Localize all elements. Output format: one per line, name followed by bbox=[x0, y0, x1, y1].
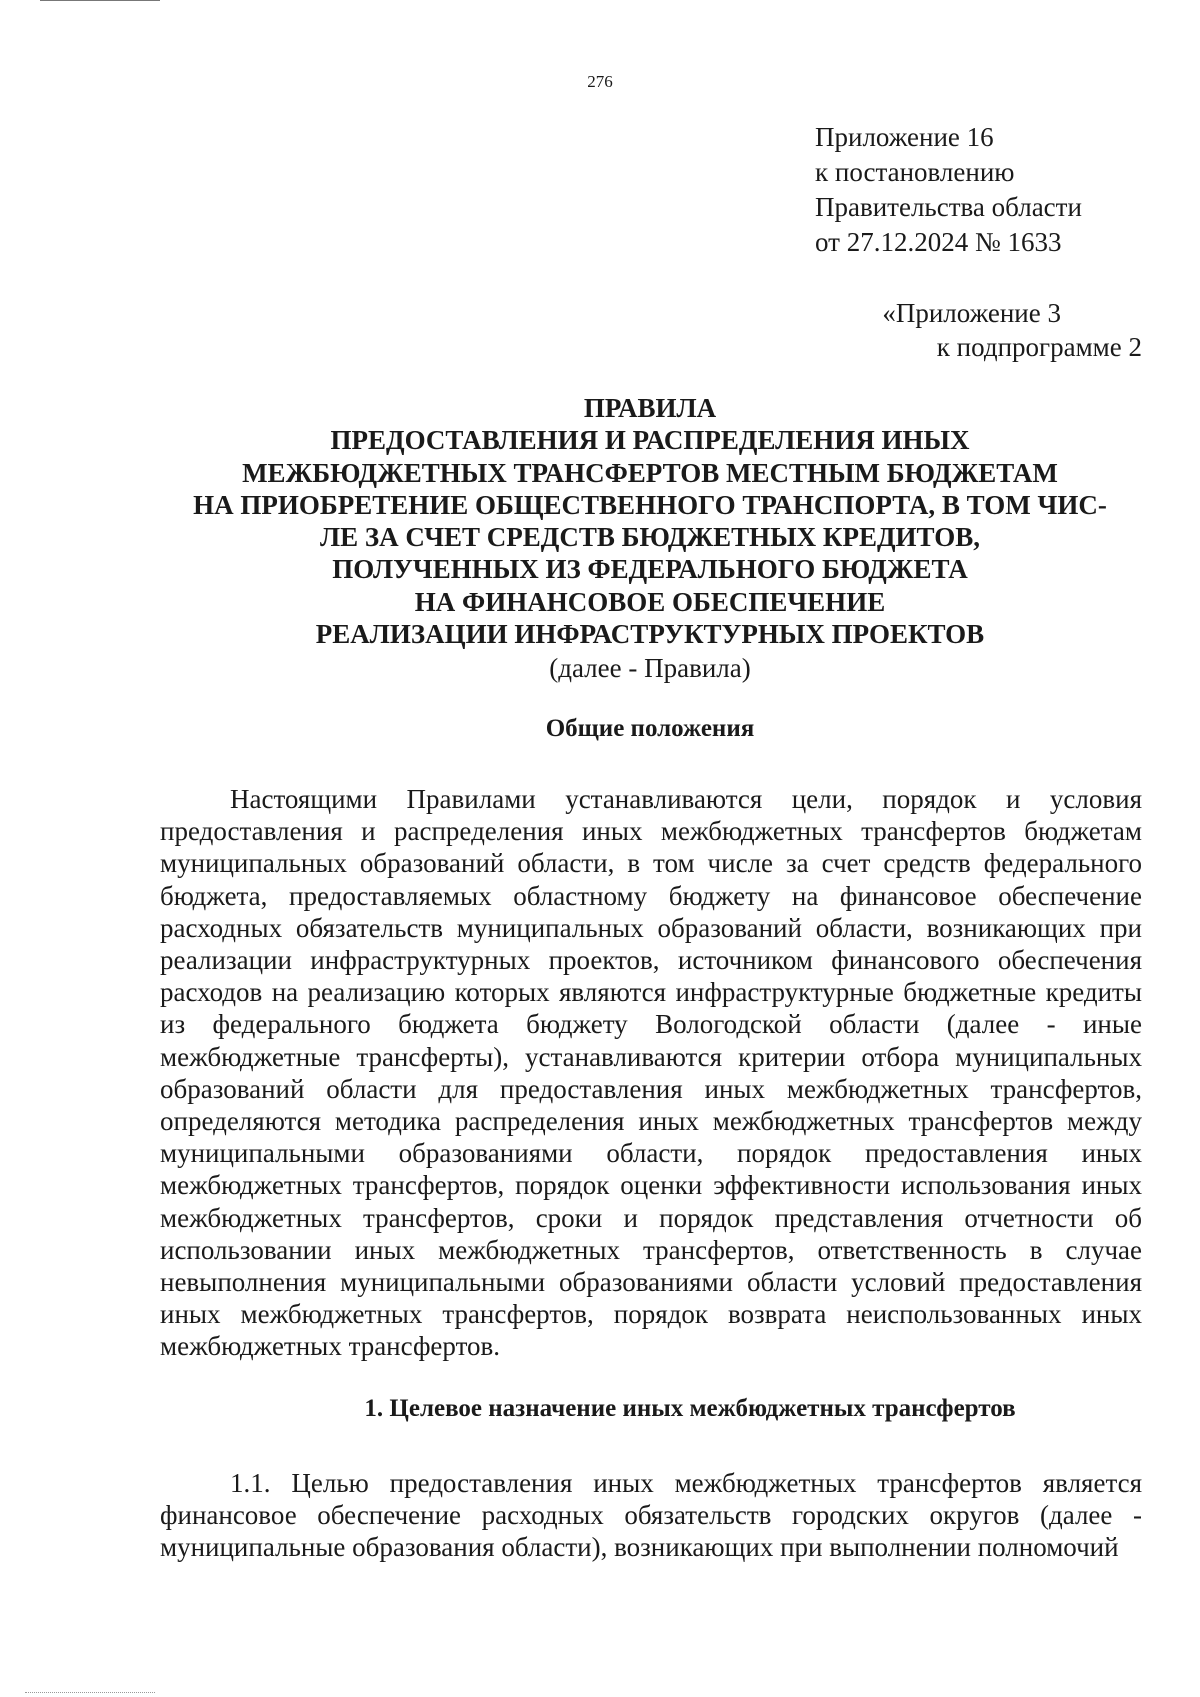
appendix-line-4: от 27.12.2024 № 1633 bbox=[815, 227, 1062, 257]
paragraph-1-1 bbox=[160, 1467, 1142, 1564]
appendix-header bbox=[815, 120, 1082, 260]
sub-appendix-line-1: «Приложение 3 bbox=[882, 298, 1061, 328]
title-line-4: НА ПРИОБРЕТЕНИЕ ОБЩЕСТВЕННОГО ТРАНСПОРТА, В ТОМ ЧИС- bbox=[193, 489, 1107, 520]
title-line-1: ПРАВИЛА bbox=[583, 393, 717, 423]
title-line-3: МЕЖБЮДЖЕТНЫХ ТРАНСФЕРТОВ МЕСТНЫМ БЮДЖЕТАМ bbox=[242, 457, 1058, 488]
appendix-line-2: к постановлению bbox=[815, 157, 1015, 187]
title-line-8: РЕАЛИЗАЦИИ ИНФРАСТРУКТУРНЫХ ПРОЕКТОВ bbox=[315, 619, 985, 650]
title-line-7: НА ФИНАНСОВОЕ ОБЕСПЕЧЕНИЕ bbox=[414, 586, 886, 617]
sub-appendix-header bbox=[0, 296, 1142, 364]
title-line-2: ПРЕДОСТАВЛЕНИЯ И РАСПРЕДЕЛЕНИЯ ИНЫХ bbox=[330, 425, 970, 456]
appendix-line-3: Правительства области bbox=[815, 192, 1082, 222]
title-line-6: ПОЛУЧЕННЫХ ИЗ ФЕДЕРАЛЬНОГО БЮДЖЕТА bbox=[332, 554, 968, 585]
scan-artifact-top bbox=[40, 0, 160, 7]
title-line-5: ЛЕ ЗА СЧЕТ СРЕДСТВ БЮДЖЕТНЫХ КРЕДИТОВ, bbox=[320, 522, 980, 553]
section-heading-1: 1. Целевое назначение иных межбюджетных трансфертов bbox=[364, 1395, 1016, 1422]
document-title bbox=[100, 392, 1200, 650]
appendix-line-1: Приложение 16 bbox=[815, 122, 994, 152]
general-paragraph-text: Настоящими Правилами устанавливаются цели, порядок и условия предоставления и распределения иных межбюджетных трансфертов бюджетам муниципальных образований области, в том числе за счет средств федерального бюджета, предоставляемых областному бюджету на финансовое обеспечение расходных обязательств муниципальных образований области, возникающих при реализации инфраструктурных проектов, источником финансового обеспечения расходов на реализацию которых являются инфраструктурные бюджетные кредиты из федерального бюджета бюджету Вологодской области (далее - иные межбюджетные трансферты), устанавливаются критерии отбора муниципальных образований области для предоставления иных межбюджетных трансфертов, определяются методика распределения иных межбюджетных трансфертов между муниципальными образованиями области, порядок предоставления иных межбюджетных трансфертов, порядок оценки эффективности использования иных межбюджетных трансфертов, сроки и порядок представления отчетности об использовании иных межбюджетных трансфертов, ответственность в случае невыполнения муниципальными образованиями области условий предоставления иных межбюджетных трансфертов, порядок возврата неиспользованных иных межбюджетных трансфертов. bbox=[160, 784, 1142, 1362]
general-paragraph bbox=[160, 783, 1142, 1363]
sub-appendix-line-2: к подпрограмме 2 bbox=[936, 332, 1142, 362]
scan-artifact-bottom bbox=[25, 1688, 155, 1693]
section-heading-general: Общие положения bbox=[545, 715, 755, 742]
paragraph-1-1-text: 1.1. Целью предоставления иных межбюджетных трансфертов является финансовое обеспечение расходных обязательств городских округов (далее - муниципальные образования области), возникающих при выполнении полномочий bbox=[160, 1468, 1142, 1563]
page-number: 276 bbox=[587, 72, 613, 91]
title-note: (далее - Правила) bbox=[549, 653, 751, 683]
